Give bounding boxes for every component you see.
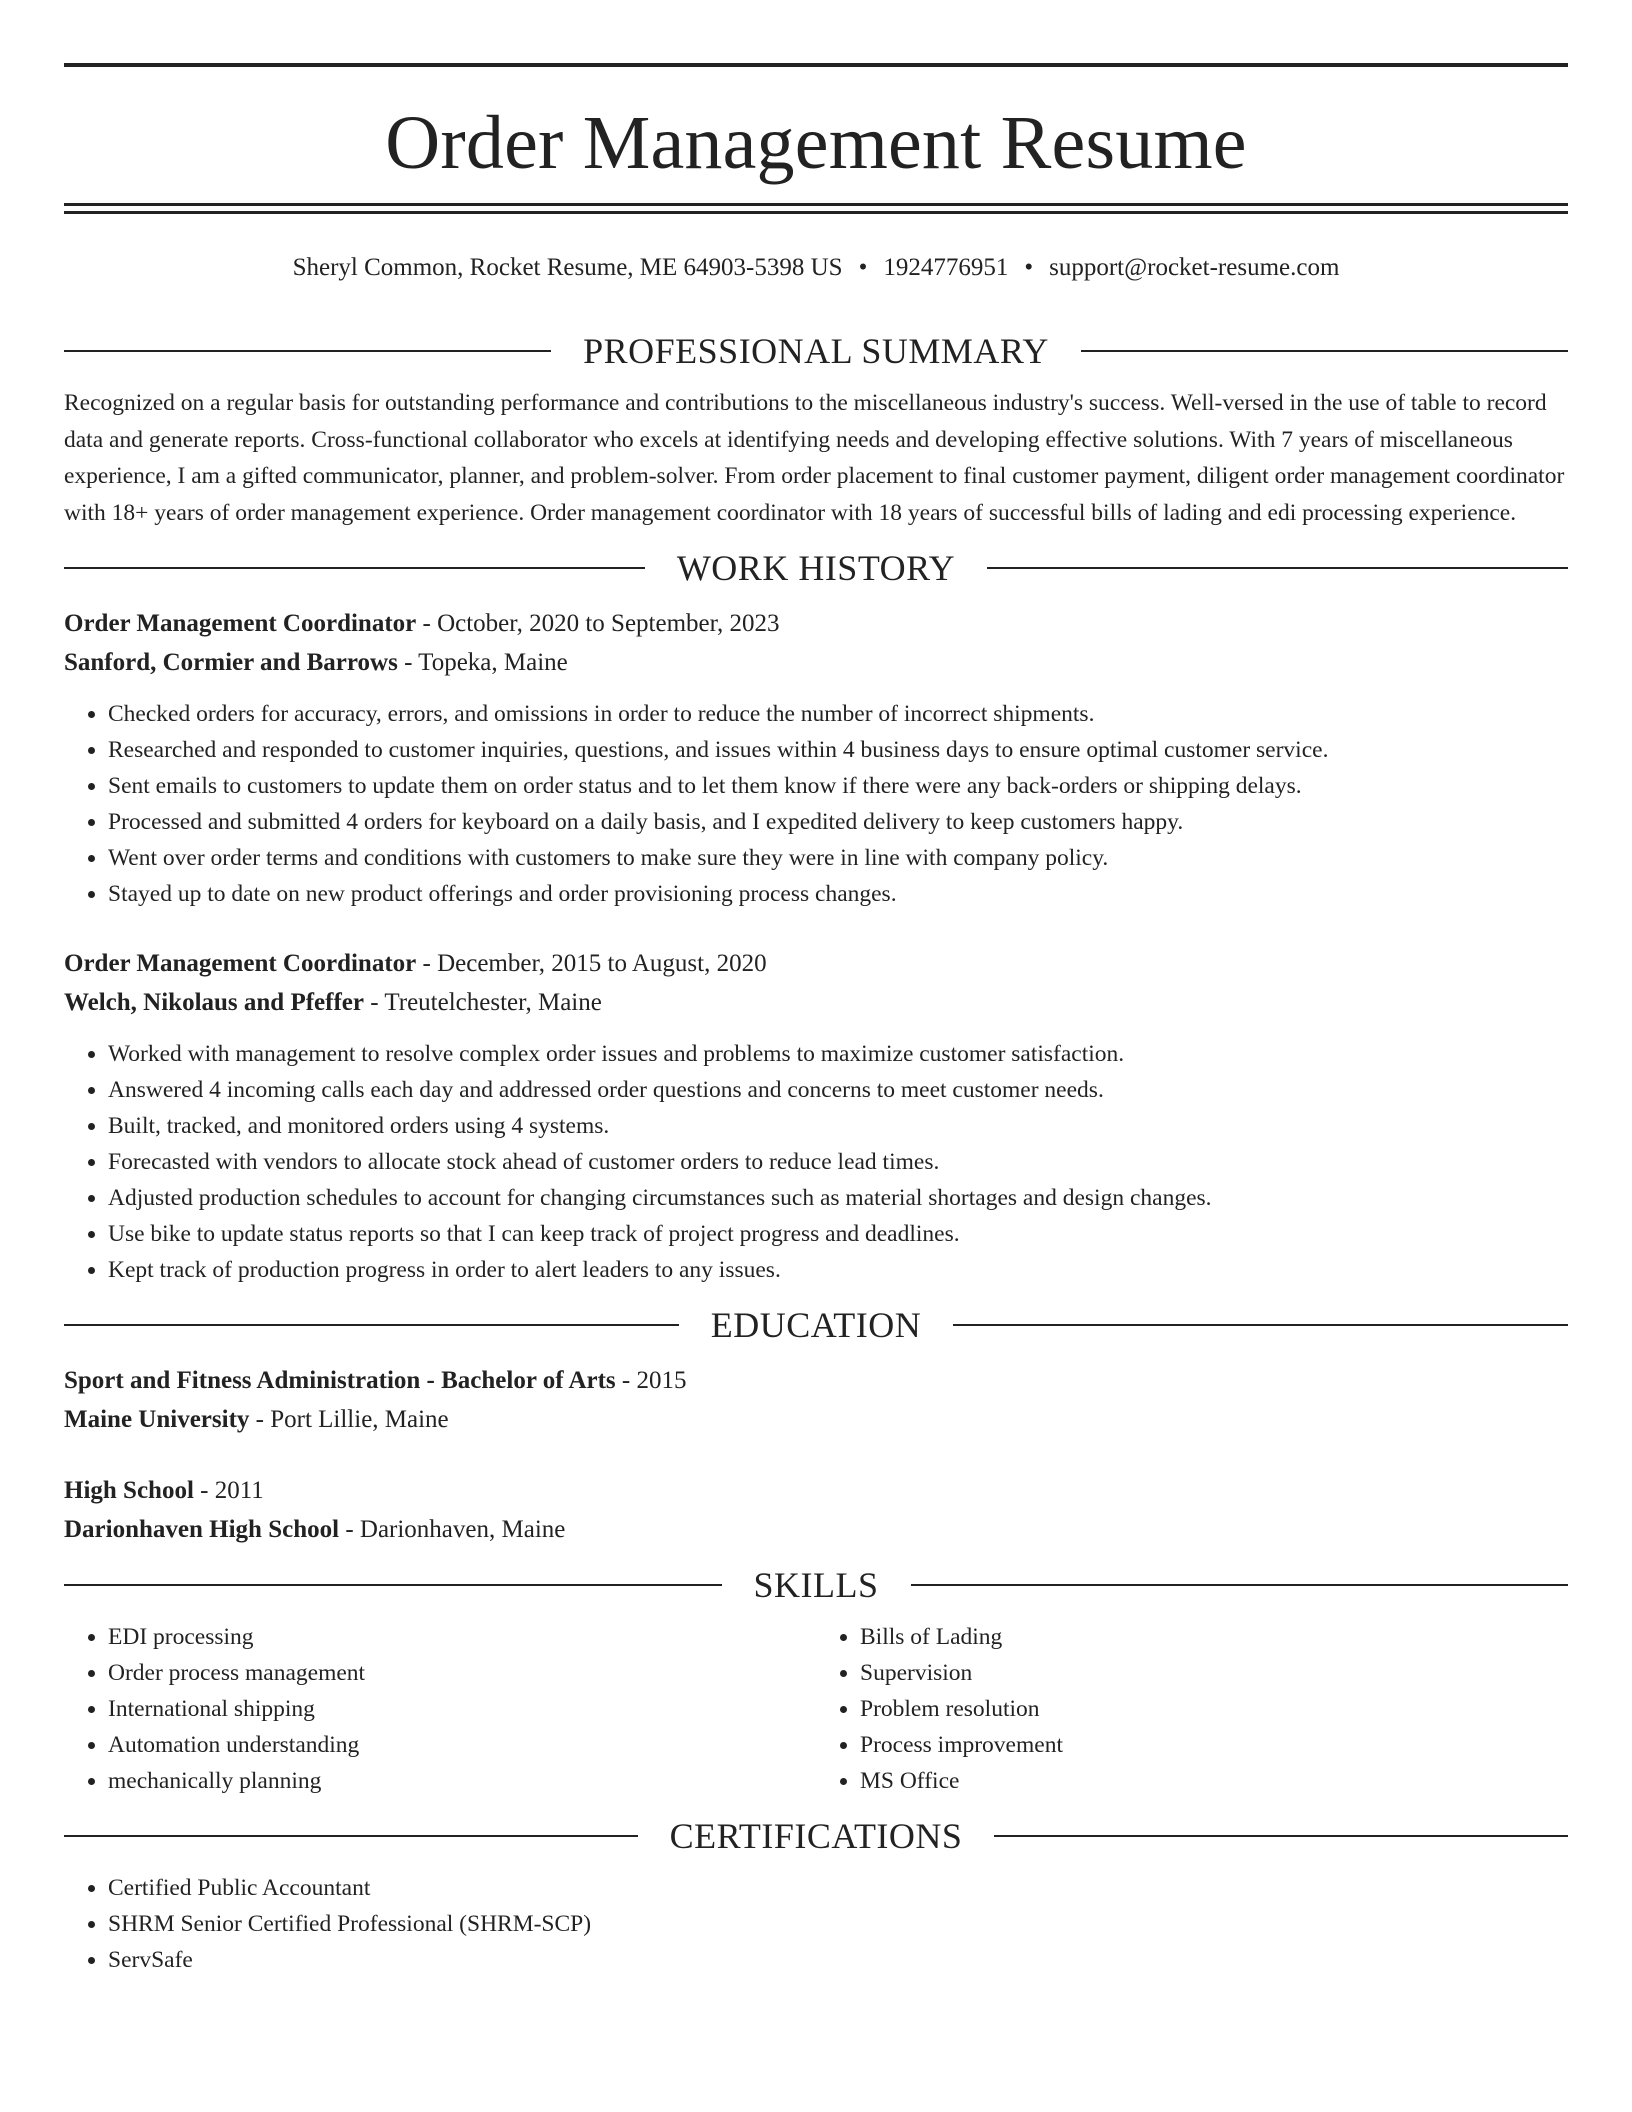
skill-item: • Supervision — [860, 1655, 1568, 1691]
certifications-heading-text: CERTIFICATIONS — [669, 1816, 963, 1856]
skill-item: • mechanically planning — [108, 1763, 816, 1799]
skills-grid — [64, 1619, 1568, 1799]
skill-item: • Automation understanding — [108, 1727, 816, 1763]
certifications-heading — [64, 1811, 1568, 1861]
job-company: Sanford, Cormier and Barrows — [64, 649, 398, 676]
skill-item: • MS Office — [860, 1763, 1568, 1799]
certification-item: • Certified Public Accountant — [108, 1870, 1568, 1906]
summary-heading-text: PROFESSIONAL SUMMARY — [583, 331, 1049, 371]
education-location: - Port Lillie, Maine — [249, 1406, 449, 1433]
heading-rule-right — [1081, 350, 1568, 352]
education-degree: Sport and Fitness Administration - Bachelor of Arts — [64, 1367, 616, 1394]
top-rule — [64, 63, 1568, 67]
job-company-line — [64, 983, 1568, 1022]
job-bullet: • Worked with management to resolve complex order issues and problems to maximize customer satisfaction. — [108, 1036, 1568, 1072]
heading-rule-right — [994, 1835, 1568, 1837]
contact-separator: • — [1024, 254, 1034, 281]
job-title-line — [64, 944, 1568, 983]
job-bullet: • Stayed up to date on new product offerings and order provisioning process changes. — [108, 876, 1568, 912]
job-entry — [64, 944, 1568, 1288]
education-school: Darionhaven High School — [64, 1516, 340, 1543]
certification-item: • ServSafe — [108, 1942, 1568, 1978]
work-history-heading — [64, 543, 1568, 593]
contact-address: Sheryl Common, Rocket Resume, ME 64903-5398 US — [292, 254, 843, 281]
education-location: - Darionhaven, Maine — [339, 1516, 566, 1543]
contact-email: support@rocket-resume.com — [1049, 254, 1340, 281]
job-bullet: • Answered 4 incoming calls each day and addressed order questions and concerns to meet customer needs. — [108, 1072, 1568, 1108]
certification-item: • SHRM Senior Certified Professional (SHRM-SCP) — [108, 1906, 1568, 1942]
job-bullet: • Forecasted with vendors to allocate stock ahead of customer orders to reduce lead times. — [108, 1144, 1568, 1180]
heading-rule-right — [911, 1584, 1569, 1586]
job-bullet: • Checked orders for accuracy, errors, and omissions in order to reduce the number of incorrect shipments. — [108, 696, 1568, 732]
contact-phone: 1924776951 — [883, 254, 1009, 281]
skill-item: • EDI processing — [108, 1619, 816, 1655]
job-bullet: • Kept track of production progress in order to alert leaders to any issues. — [108, 1252, 1568, 1288]
job-location: - Topeka, Maine — [397, 649, 568, 676]
job-company: Welch, Nikolaus and Pfeffer — [64, 989, 364, 1016]
job-company-line — [64, 643, 1568, 682]
summary-text: Recognized on a regular basis for outstanding performance and contributions to the miscellaneous industry's success. Well-versed in the use of table to record data and generate reports. Cross-functional collaborator who excels at identifying needs and developing effective solutions. With 7 years of miscellaneous experience, I am a gifted communicator, planner, and problem-solver. From order placement to final customer payment, diligent order management coordinator with 18+ years of order management experience. Order management coordinator with 18 years of successful bills of lading and edi processing experience. — [64, 390, 1565, 526]
job-bullet: • Went over order terms and conditions with customers to make sure they were in line with company policy. — [108, 840, 1568, 876]
skill-item: • Order process management — [108, 1655, 816, 1691]
skill-item: • Bills of Lading — [860, 1619, 1568, 1655]
work-history-heading-text: WORK HISTORY — [676, 548, 956, 588]
education-entry — [64, 1471, 1568, 1549]
certifications-list — [64, 1870, 1568, 1978]
job-bullet: • Built, tracked, and monitored orders using 4 systems. — [108, 1108, 1568, 1144]
education-degree-line — [64, 1471, 1568, 1510]
job-bullet: • Use bike to update status reports so that I can keep track of project progress and deadlines. — [108, 1216, 1568, 1252]
contact-separator: • — [858, 254, 868, 281]
skill-item: • International shipping — [108, 1691, 816, 1727]
job-bullets — [64, 696, 1568, 912]
education-year: - 2011 — [193, 1477, 264, 1504]
education-school-line — [64, 1510, 1568, 1549]
heading-rule-left — [64, 350, 551, 352]
skills-list-right — [816, 1619, 1568, 1799]
education-school: Maine University — [64, 1406, 250, 1433]
education-heading-text: EDUCATION — [710, 1305, 922, 1345]
job-dates: - December, 2015 to August, 2020 — [416, 950, 767, 977]
title-double-rule — [64, 203, 1568, 214]
job-title: Order Management Coordinator — [64, 950, 417, 977]
job-entry — [64, 604, 1568, 912]
heading-rule-right — [987, 567, 1568, 569]
education-degree: High School — [64, 1477, 194, 1504]
job-dates: - October, 2020 to September, 2023 — [416, 610, 780, 637]
education-school-line — [64, 1400, 1568, 1439]
job-bullet: • Processed and submitted 4 orders for keyboard on a daily basis, and I expedited delivery to keep customers happy. — [108, 804, 1568, 840]
skill-item: • Process improvement — [860, 1727, 1568, 1763]
contact-line — [64, 248, 1568, 288]
job-bullet: • Researched and responded to customer inquiries, questions, and issues within 4 business days to ensure optimal customer service. — [108, 732, 1568, 768]
education-entry — [64, 1361, 1568, 1439]
job-title: Order Management Coordinator — [64, 610, 417, 637]
skill-item: • Problem resolution — [860, 1691, 1568, 1727]
heading-rule-left — [64, 1835, 638, 1837]
skills-list-left — [64, 1619, 816, 1799]
heading-rule-left — [64, 567, 645, 569]
heading-rule-left — [64, 1324, 679, 1326]
education-heading — [64, 1300, 1568, 1350]
job-location: - Treutelchester, Maine — [364, 989, 602, 1016]
skills-heading-text: SKILLS — [753, 1565, 879, 1605]
job-bullet: • Adjusted production schedules to account for changing circumstances such as material shortages and design changes. — [108, 1180, 1568, 1216]
skills-heading — [64, 1560, 1568, 1610]
summary-heading — [64, 326, 1568, 376]
heading-rule-right — [953, 1324, 1568, 1326]
job-bullets — [64, 1036, 1568, 1288]
job-title-line — [64, 604, 1568, 643]
education-degree-line — [64, 1361, 1568, 1400]
education-year: - 2015 — [615, 1367, 687, 1394]
heading-rule-left — [64, 1584, 722, 1586]
document-title: Order Management Resume — [385, 101, 1247, 185]
job-bullet: • Sent emails to customers to update them on order status and to let them know if there were any back-orders or shipping delays. — [108, 768, 1568, 804]
